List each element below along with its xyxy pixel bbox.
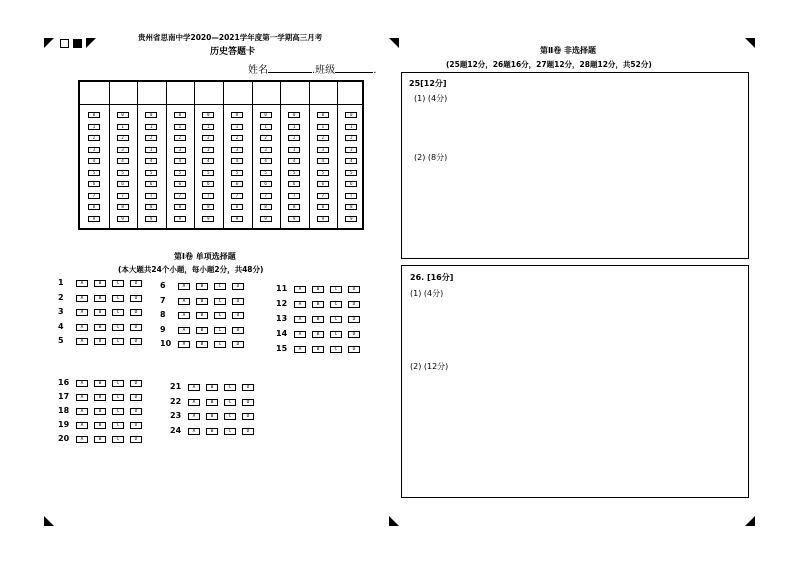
option-bubble-b[interactable]: B [196,298,208,305]
option-bubble-a[interactable]: A [76,324,88,331]
grid-column-divider [309,82,310,228]
corner-marker-top-left-2 [86,38,96,48]
option-bubble-d[interactable]: D [348,346,360,353]
id-digit-bubble[interactable]: 1 [345,124,357,130]
question-number: 22 [170,396,182,406]
id-digit-bubble[interactable]: 9 [260,216,272,222]
id-digit-bubble[interactable]: 7 [174,193,186,199]
option-bubble-d[interactable]: D [348,301,360,308]
option-bubble-c[interactable]: C [330,301,342,308]
question-number: 20 [58,434,70,443]
option-bubble-d[interactable]: D [242,428,254,435]
id-digit-bubble[interactable]: 5 [231,170,243,176]
id-digit-bubble[interactable]: 9 [317,216,329,222]
option-bubble-b[interactable]: B [196,327,208,334]
question-number: 6 [160,281,166,290]
option-bubble-b[interactable]: B [196,283,208,290]
option-bubble-b[interactable]: B [312,346,324,353]
corner-marker-top-left [44,38,54,48]
id-digit-bubble[interactable]: 0 [288,112,300,118]
option-bubble-d[interactable]: D [130,295,142,302]
part2-title: 第Ⅱ卷 非选择题 [540,46,597,55]
id-digit-bubble[interactable]: 8 [88,204,100,210]
id-digit-bubble[interactable]: 3 [345,147,357,153]
q26-answer-box[interactable] [401,265,749,498]
option-bubble-d[interactable]: D [232,327,244,334]
id-digit-bubble[interactable]: 4 [260,158,272,164]
question-number: 8 [160,310,166,319]
id-digit-bubble[interactable]: 0 [317,112,329,118]
option-bubble-c[interactable]: C [224,399,236,406]
option-bubble-b[interactable]: B [94,309,106,316]
option-bubble-a[interactable]: A [188,399,200,406]
id-digit-bubble[interactable]: 6 [260,181,272,187]
option-bubble-c[interactable]: C [112,422,124,429]
option-bubble-b[interactable]: B [196,341,208,348]
question-number: 19 [58,420,70,429]
id-digit-bubble[interactable]: 7 [317,193,329,199]
id-digit-bubble[interactable]: 8 [145,204,157,210]
corner-marker-bottom-left [44,516,54,526]
id-digit-bubble[interactable]: 5 [145,170,157,176]
id-digit-bubble[interactable]: 2 [145,135,157,141]
id-digit-bubble[interactable]: 2 [88,135,100,141]
option-bubble-b[interactable]: B [94,280,106,287]
question-number: 12 [276,299,288,308]
option-bubble-b[interactable]: B [312,286,324,293]
option-bubble-b[interactable]: B [94,380,106,387]
option-bubble-b[interactable]: B [94,436,106,443]
id-digit-bubble[interactable]: 6 [117,181,129,187]
id-digit-bubble[interactable]: 2 [288,135,300,141]
question-number: 7 [160,295,166,305]
option-bubble-c[interactable]: C [224,384,236,391]
id-digit-bubble[interactable]: 0 [117,112,129,118]
option-bubble-a[interactable]: A [76,309,88,316]
id-digit-bubble[interactable]: 1 [117,124,129,130]
option-bubble-d[interactable]: D [130,422,142,429]
id-digit-bubble[interactable]: 0 [345,112,357,118]
option-bubble-b[interactable]: B [94,338,106,345]
id-digit-bubble[interactable]: 1 [174,124,186,130]
id-digit-bubble[interactable]: 1 [288,124,300,130]
id-digit-bubble[interactable]: 7 [88,193,100,199]
option-bubble-c[interactable]: C [112,309,124,316]
option-bubble-a[interactable]: A [76,280,88,287]
empty-square-mark [60,39,69,48]
option-bubble-c[interactable]: C [112,280,124,287]
grid-column-divider [194,82,195,228]
id-digit-bubble[interactable]: 0 [231,112,243,118]
q25-sub1: (1) (4分) [414,94,448,103]
grid-column-divider [280,82,281,228]
id-digit-bubble[interactable]: 5 [317,170,329,176]
option-bubble-d[interactable]: D [232,312,244,319]
option-bubble-a[interactable]: A [178,283,190,290]
trailing-dot: . [373,65,377,76]
id-digit-bubble[interactable]: 7 [145,193,157,199]
option-bubble-a[interactable]: A [76,408,88,415]
id-digit-bubble[interactable]: 5 [88,170,100,176]
option-bubble-b[interactable]: B [94,324,106,331]
id-digit-bubble[interactable]: 4 [145,158,157,164]
id-digit-bubble[interactable]: 4 [202,158,214,164]
class-field[interactable] [335,64,373,73]
question-number: 10 [160,339,172,348]
option-bubble-a[interactable]: A [76,422,88,429]
grid-column-divider [223,82,224,228]
id-digit-bubble[interactable]: 1 [88,124,100,130]
id-digit-bubble[interactable]: 3 [202,147,214,153]
option-bubble-a[interactable]: A [76,295,88,302]
option-bubble-c[interactable]: C [112,324,124,331]
option-bubble-a[interactable]: A [76,380,88,387]
option-bubble-c[interactable]: C [214,312,226,319]
filled-square-mark [73,39,82,48]
option-bubble-b[interactable]: B [312,301,324,308]
question-number: 4 [58,321,64,331]
option-bubble-b[interactable]: B [312,316,324,323]
id-digit-bubble[interactable]: 5 [260,170,272,176]
id-digit-bubble[interactable]: 0 [260,112,272,118]
question-number: 5 [58,336,64,345]
option-bubble-c[interactable]: C [214,283,226,290]
id-digit-bubble[interactable]: 9 [202,216,214,222]
option-bubble-a[interactable]: A [294,286,306,293]
id-digit-bubble[interactable]: 6 [88,181,100,187]
id-digit-bubble[interactable]: 4 [117,158,129,164]
id-digit-bubble[interactable]: 6 [345,181,357,187]
grid-header-divider [80,104,362,105]
name-label: 姓名 [248,65,268,76]
option-bubble-a[interactable]: A [294,346,306,353]
id-digit-bubble[interactable]: 8 [345,204,357,210]
option-bubble-b[interactable]: B [206,413,218,420]
option-bubble-c[interactable]: C [330,316,342,323]
question-number: 13 [276,314,288,323]
option-bubble-b[interactable]: B [94,295,106,302]
option-bubble-a[interactable]: A [178,327,190,334]
option-bubble-b[interactable]: B [312,331,324,338]
id-digit-bubble[interactable]: 6 [202,181,214,187]
school-exam-title: 贵州省思南中学2020—2021学年度第一学期高三月考 [138,33,323,42]
id-digit-bubble[interactable]: 1 [260,124,272,130]
option-bubble-d[interactable]: D [348,331,360,338]
option-bubble-c[interactable]: C [112,380,124,387]
option-bubble-c[interactable]: C [112,408,124,415]
id-digit-bubble[interactable]: 3 [288,147,300,153]
option-bubble-a[interactable]: A [294,301,306,308]
option-bubble-c[interactable]: C [224,413,236,420]
option-bubble-b[interactable]: B [94,422,106,429]
id-digit-bubble[interactable]: 3 [174,147,186,153]
id-digit-bubble[interactable]: 8 [231,204,243,210]
corner-marker-top-right [745,38,755,48]
id-digit-bubble[interactable]: 0 [145,112,157,118]
question-number: 21 [170,382,182,391]
id-digit-bubble[interactable]: 2 [202,135,214,141]
id-digit-bubble[interactable]: 4 [345,158,357,164]
option-bubble-c[interactable]: C [112,338,124,345]
option-bubble-d[interactable]: D [130,380,142,387]
option-bubble-a[interactable]: A [178,298,190,305]
option-bubble-d[interactable]: D [130,338,142,345]
id-digit-bubble[interactable]: 0 [202,112,214,118]
option-bubble-a[interactable]: A [294,331,306,338]
student-id-grid [78,80,364,230]
option-bubble-b[interactable]: B [206,399,218,406]
option-bubble-d[interactable]: D [130,309,142,316]
id-digit-bubble[interactable]: 2 [174,135,186,141]
part1-title: 第Ⅰ卷 单项选择题 [174,252,236,261]
option-bubble-b[interactable]: B [94,408,106,415]
option-bubble-a[interactable]: A [294,316,306,323]
option-bubble-d[interactable]: D [130,280,142,287]
question-number: 24 [170,425,182,435]
option-bubble-d[interactable]: D [242,413,254,420]
id-digit-bubble[interactable]: 7 [117,193,129,199]
option-bubble-a[interactable]: A [76,338,88,345]
option-bubble-d[interactable]: D [242,399,254,406]
id-digit-bubble[interactable]: 3 [145,147,157,153]
corner-marker-bottom-right [745,516,755,526]
question-number: 14 [276,329,288,338]
id-digit-bubble[interactable]: 4 [317,158,329,164]
option-bubble-d[interactable]: D [232,283,244,290]
id-digit-bubble[interactable]: 9 [88,216,100,222]
question-number: 1 [58,278,64,287]
id-digit-bubble[interactable]: 4 [288,158,300,164]
id-digit-bubble[interactable]: 9 [145,216,157,222]
grid-column-divider [109,82,110,228]
id-digit-bubble[interactable]: 3 [88,147,100,153]
name-field[interactable] [268,64,312,73]
id-digit-bubble[interactable]: 8 [202,204,214,210]
option-bubble-c[interactable]: C [330,331,342,338]
option-bubble-a[interactable]: A [188,428,200,435]
option-bubble-c[interactable]: C [330,286,342,293]
id-digit-bubble[interactable]: 6 [288,181,300,187]
option-bubble-a[interactable]: A [178,312,190,319]
id-digit-bubble[interactable]: 1 [231,124,243,130]
id-digit-bubble[interactable]: 6 [317,181,329,187]
class-label: .班级 [312,65,336,76]
grid-column-divider [137,82,138,228]
question-number: 16 [58,378,70,387]
option-bubble-c[interactable]: C [112,394,124,401]
id-digit-bubble[interactable]: 2 [317,135,329,141]
option-bubble-c[interactable]: C [214,298,226,305]
id-digit-bubble[interactable]: 2 [260,135,272,141]
q26-heading: 26. [16分] [410,273,454,282]
id-digit-bubble[interactable]: 5 [202,170,214,176]
option-bubble-d[interactable]: D [232,298,244,305]
option-bubble-d[interactable]: D [242,384,254,391]
id-digit-bubble[interactable]: 1 [202,124,214,130]
option-bubble-c[interactable]: C [112,295,124,302]
q25-sub2: (2) (8分) [414,153,448,162]
id-digit-bubble[interactable]: 8 [117,204,129,210]
option-bubble-b[interactable]: B [206,384,218,391]
option-bubble-d[interactable]: D [130,394,142,401]
grid-column-divider [166,82,167,228]
part2-subtitle: (25题12分，26题16分，27题12分，28题12分，共52分) [446,60,652,69]
option-bubble-a[interactable]: A [76,394,88,401]
grid-column-divider [252,82,253,228]
option-bubble-c[interactable]: C [214,341,226,348]
id-digit-bubble[interactable]: 8 [317,204,329,210]
id-digit-bubble[interactable]: 5 [288,170,300,176]
id-digit-bubble[interactable]: 7 [202,193,214,199]
q25-answer-box[interactable] [401,72,749,259]
id-digit-bubble[interactable]: 0 [174,112,186,118]
option-bubble-d[interactable]: D [348,316,360,323]
id-digit-bubble[interactable]: 9 [345,216,357,222]
id-digit-bubble[interactable]: 3 [317,147,329,153]
option-bubble-c[interactable]: C [330,346,342,353]
id-digit-bubble[interactable]: 7 [231,193,243,199]
corner-marker-bottom-mid [389,516,399,526]
corner-marker-top-mid [389,38,399,48]
option-bubble-d[interactable]: D [130,408,142,415]
question-number: 15 [276,344,288,353]
id-digit-bubble[interactable]: 3 [260,147,272,153]
id-digit-bubble[interactable]: 7 [260,193,272,199]
question-number: 2 [58,292,64,302]
id-digit-bubble[interactable]: 1 [317,124,329,130]
id-digit-bubble[interactable]: 3 [231,147,243,153]
id-digit-bubble[interactable]: 7 [288,193,300,199]
question-number: 11 [276,284,288,293]
q26-sub1: (1) (4分) [410,289,444,298]
id-digit-bubble[interactable]: 2 [117,135,129,141]
id-digit-bubble[interactable]: 4 [174,158,186,164]
id-digit-bubble[interactable]: 8 [288,204,300,210]
id-digit-bubble[interactable]: 9 [288,216,300,222]
option-bubble-a[interactable]: A [178,341,190,348]
id-digit-bubble[interactable]: 1 [145,124,157,130]
id-digit-bubble[interactable]: 6 [145,181,157,187]
option-bubble-d[interactable]: D [348,286,360,293]
id-digit-bubble[interactable]: 4 [231,158,243,164]
id-digit-bubble[interactable]: 9 [231,216,243,222]
id-digit-bubble[interactable]: 4 [88,158,100,164]
id-digit-bubble[interactable]: 5 [117,170,129,176]
q26-sub2: (2) (12分) [410,362,449,371]
grid-column-divider [337,82,338,228]
id-digit-bubble[interactable]: 9 [174,216,186,222]
id-digit-bubble[interactable]: 2 [231,135,243,141]
id-digit-bubble[interactable]: 8 [174,204,186,210]
id-digit-bubble[interactable]: 5 [174,170,186,176]
id-digit-bubble[interactable]: 5 [345,170,357,176]
question-number: 18 [58,406,70,415]
option-bubble-a[interactable]: A [188,384,200,391]
option-bubble-d[interactable]: D [130,436,142,443]
q25-heading: 25[12分] [409,79,447,88]
option-bubble-d[interactable]: D [130,324,142,331]
option-bubble-b[interactable]: B [196,312,208,319]
id-digit-bubble[interactable]: 6 [174,181,186,187]
option-bubble-d[interactable]: D [232,341,244,348]
id-digit-bubble[interactable]: 8 [260,204,272,210]
id-digit-bubble[interactable]: 7 [345,193,357,199]
option-bubble-b[interactable]: B [206,428,218,435]
id-digit-bubble[interactable]: 9 [117,216,129,222]
option-bubble-c[interactable]: C [224,428,236,435]
part1-subtitle: (本大题共24个小题，每小题2分，共48分) [118,265,264,274]
option-bubble-b[interactable]: B [94,394,106,401]
question-number: 23 [170,411,182,420]
option-bubble-a[interactable]: A [76,436,88,443]
question-number: 9 [160,324,166,334]
id-digit-bubble[interactable]: 6 [231,181,243,187]
id-digit-bubble[interactable]: 3 [117,147,129,153]
question-number: 17 [58,392,70,401]
id-digit-bubble[interactable]: 2 [345,135,357,141]
option-bubble-c[interactable]: C [112,436,124,443]
answer-card-title: 历史答题卡 [210,47,256,57]
option-bubble-c[interactable]: C [214,327,226,334]
question-number: 3 [58,307,64,316]
id-digit-bubble[interactable]: 0 [88,112,100,118]
option-bubble-a[interactable]: A [188,413,200,420]
name-class-line [248,61,376,76]
